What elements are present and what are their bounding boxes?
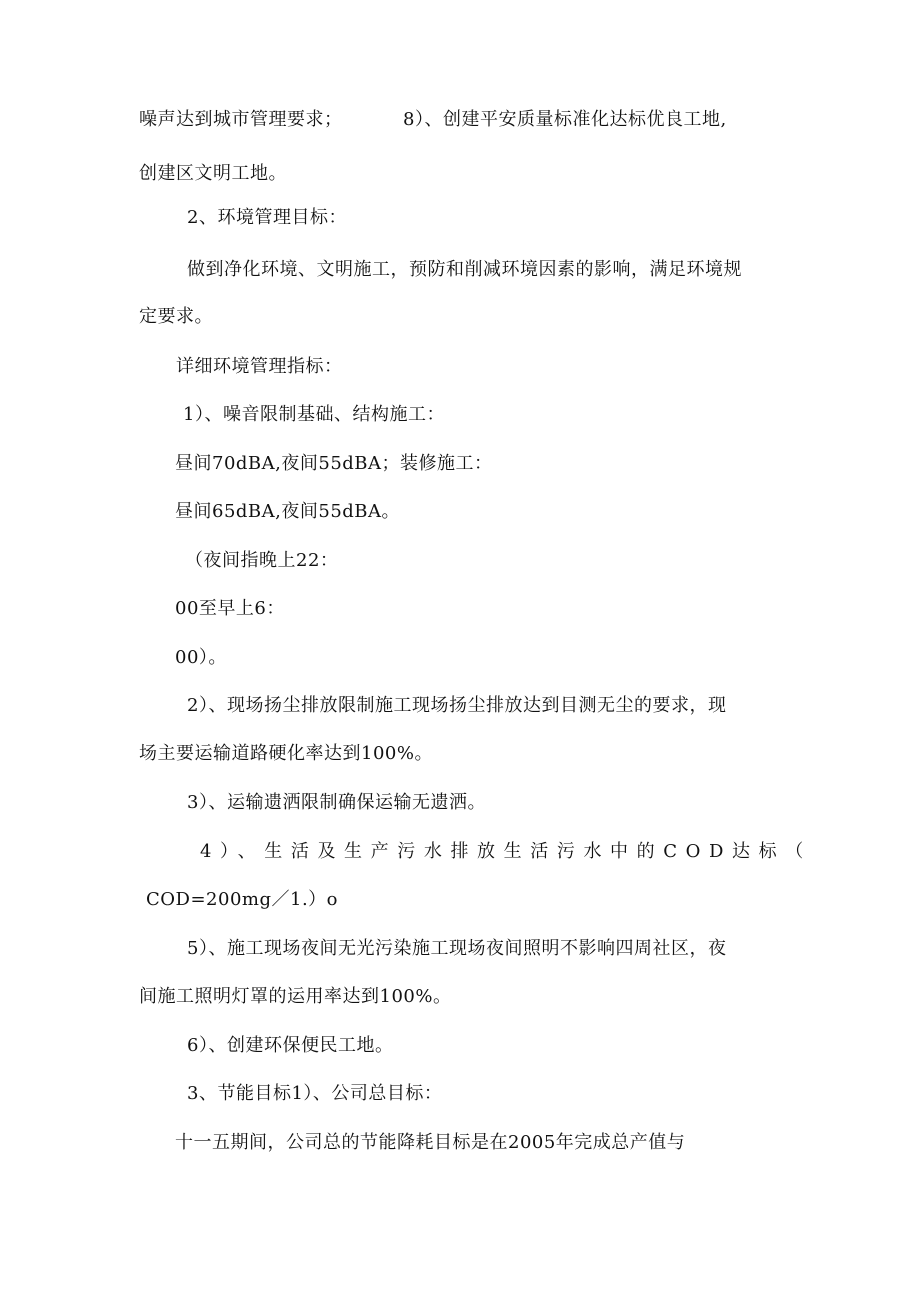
text-line: 5）、施工现场夜间无光污染施工现场夜间照明不影响四周社区，夜 — [187, 938, 727, 959]
text-line: 1）、噪音限制基础、结构施工： — [183, 404, 445, 425]
text-line: 4）、生活及生产污水排放生活污水中的COD达标（ — [200, 841, 812, 862]
text-line: 00至早上6： — [175, 598, 285, 619]
text-line: 十一五期间，公司总的节能降耗目标是在2005年完成总产值与 — [175, 1132, 686, 1153]
text-line: 创建区文明工地。 — [139, 163, 287, 184]
text-line: 8）、创建平安质量标准化达标优良工地, — [403, 109, 727, 130]
text-line: 2）、现场扬尘排放限制施工现场扬尘排放达到目测无尘的要求，现 — [187, 695, 727, 716]
section-heading: 2、环境管理目标： — [187, 207, 347, 228]
text-line: 噪声达到城市管理要求； — [139, 109, 343, 130]
text-line: 00）。 — [175, 647, 227, 668]
text-line: 3）、运输遗洒限制确保运输无遗洒。 — [187, 792, 486, 813]
section-heading: 3、节能目标1）、公司总目标： — [187, 1083, 443, 1104]
text-line: 昼间70dBA,夜间55dBA；装修施工： — [175, 453, 493, 474]
text-line: 间施工照明灯罩的运用率达到100%。 — [139, 986, 452, 1007]
text-line: 定要求。 — [139, 306, 213, 327]
text-line: 场主要运输道路硬化率达到100%。 — [139, 743, 433, 764]
text-line: （夜间指晚上22： — [185, 550, 339, 571]
text-line: 6）、创建环保便民工地。 — [187, 1035, 394, 1056]
text-line: 详细环境管理指标： — [176, 356, 343, 377]
text-line: 昼间65dBA,夜间55dBA。 — [175, 501, 401, 522]
text-line: 做到净化环境、文明施工，预防和削减环境因素的影响，满足环境规 — [187, 259, 742, 280]
text-line: COD=200mg／1.）o — [146, 889, 339, 910]
